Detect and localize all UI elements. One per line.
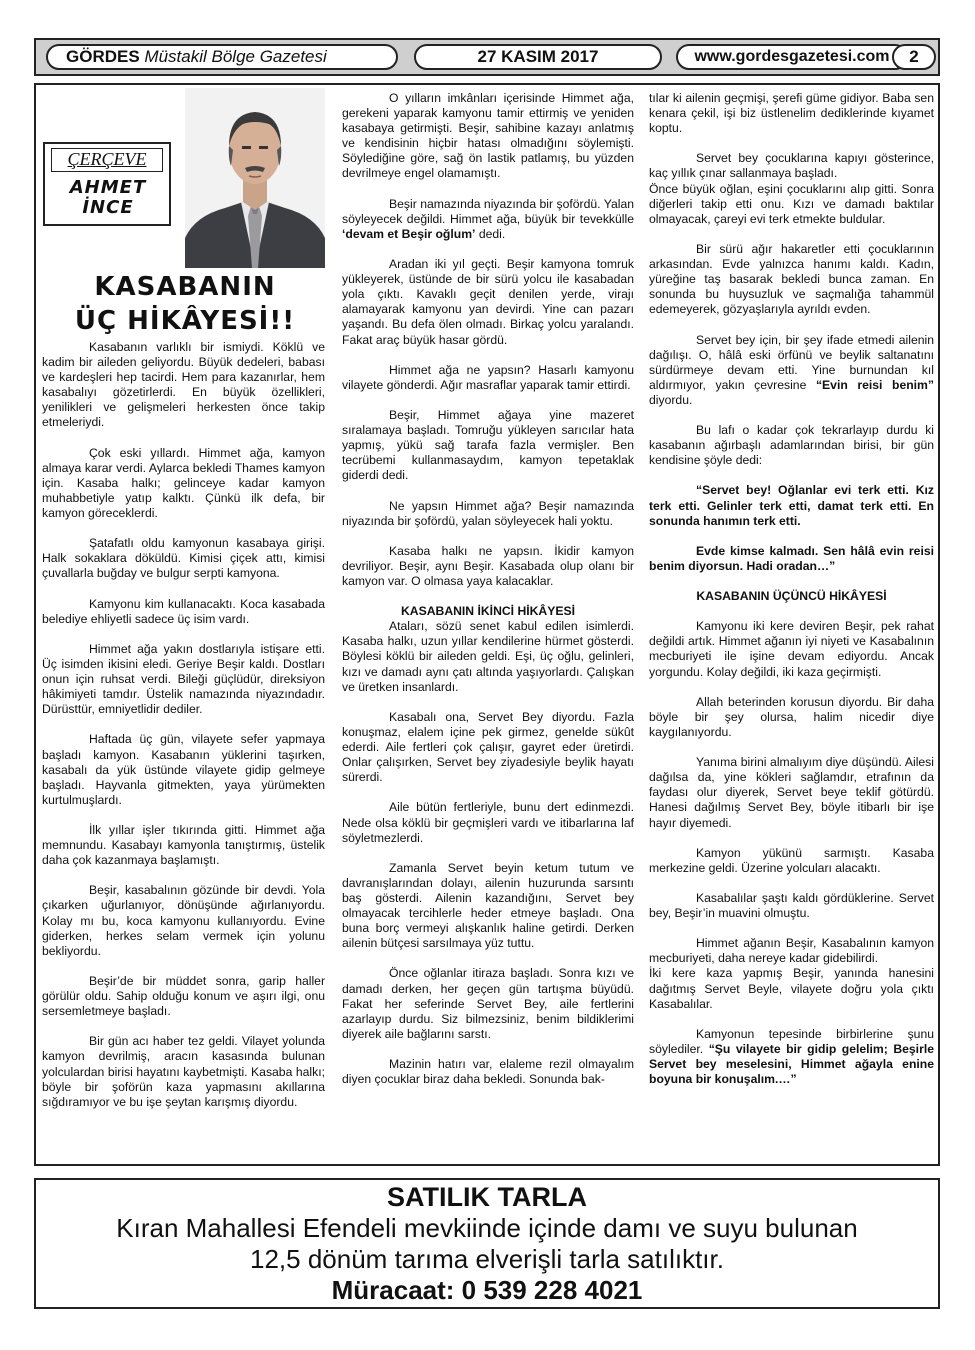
column-logo-box [43, 142, 171, 226]
headline-line-1: KASABANIN [94, 272, 276, 302]
paragraph: Önce oğlanlar itiraza başladı. Sonra kızı ve damadı derken, her geçen gün tartışma büyüdü. Fakat her seferinde Servet Bey, aile fertlerini azarlayıp durdu. Siz bilmezsiniz, benim bildiklerimi diyerek aile bağlarını sarstı. [342, 966, 634, 1041]
paragraph: Servet bey çocuklarına kapıyı gösterince, kaç yıllık çınar sallanmaya başladı. Önce büyük oğlan, eşini çocuklarını alıp gitti. Sonra diğerleri takip etti onu. Kızı ve damadı baktılar olmayacak, çareyi evi terk etmekte buldular. [649, 151, 934, 226]
paragraph: O yılların imkânları içerisinde Himmet ağa, gerekeni yaparak kamyonu tamir ettirmiş ve yeniden kasabaya getirmişti. Beşir, sahibine kazayı anlatmış ve kendisinin hiçbir hatası olmadığını söylemişti. Söylediğine göre, sağ ön lastik patlamış, bu yüzden devrilmeye engel olamamıştı. [342, 91, 634, 181]
article-headline [40, 270, 330, 338]
ad-line-2: 12,5 dönüm tarıma elverişli tarla satılıktır. [250, 1244, 724, 1274]
quote-bold: “Evin reisi benim” [815, 377, 934, 392]
paragraph: Beşir, kasabalının gözünde bir devdi. Yola çıkarken uğurlanıyor, dönüşünde ağırlanıyordu. Kolay mı bu, koca kamyonu kullanıyordu. Evine giderken, herkes selam vermek için yolunu bekliyordu. [42, 883, 325, 958]
paragraph: Himmet ağanın Beşir, Kasabalının kamyon mecburiyeti, daha nereye kadar gidebilirdi. İki kere kaza yapmış Beşir, yanında hanesini dağıtmış Servet Beyle, vilayete doğru yola çıktı Kasabalılar. [649, 936, 934, 1011]
paragraph: Bu lafı o kadar çok tekrarlayıp durdu ki kasabanın ağırbaşlı adamlarından birisi, bir gün kendisine şöyle dedi: [649, 423, 934, 468]
paragraph [649, 1027, 934, 1087]
paragraph: Haftada üç gün, vilayete sefer yapmaya başladı kamyon. Kasabanın yüklerini taşırken, kasabalı da yük üstünde vilayete gidip gelmeye başladı. Hayvanla gitmekten, yaya yürümekten kurtulmuşlardı. [42, 732, 325, 807]
paragraph: Beşir’de bir müddet sonra, garip haller görülür oldu. Sahip olduğu konum ve aşırı ilgi, onu sersemletmeye başladı. [42, 973, 325, 1019]
author-name [49, 178, 167, 218]
issue-date: 27 KASIM 2017 [414, 44, 662, 70]
quote-bold: “Şu vilayete bir gidip gelelim; Beşirle Servet bey meselesini, Himmet ağayla enine boyuna bir konuşalım.…” [649, 1041, 934, 1087]
paragraph: Kasabalılar şaştı kaldı gördüklerine. Servet bey, Beşir’in muavini olmuştu. [649, 890, 934, 921]
paragraph: Himmet ağa yakın dostlarıyla istişare etti. Üç isimden ikisini eledi. Geriye Beşir kaldı. Dostları onun için ruhsat verdi. Bileği güçlüdür, direksiyon hâkimiyeti tamdır. Üstelik namazında niyazındadır. Dürüsttür, emniyetlidir dediler. [42, 641, 325, 717]
paragraph: tılar ki ailenin geçmişi, şerefi güme gidiyor. Baba sen kenara çekil, işi biz üstlenelim dediklerinde kıyamet koptu. [649, 91, 934, 136]
paragraph: Allah beterinden korusun diyordu. Bir daha böyle bir şey olursa, halim nicedir diye kaygılanıyordu. [649, 694, 934, 739]
paragraph: Çok eski yıllardı. Himmet ağa, kamyon almaya karar verdi. Aylarca bekledi Thames kamyon için. Kasaba halkı; gelinceye kadar kamyon muhabbetiyle yatıp kalktı. Çünkü ilk defa, bir kamyon göreceklerdi. [42, 445, 325, 521]
paragraph: Kamyon yükünü sarmıştı. Kasaba merkezine geldi. Üzerine yolcuları alacaktı. [649, 845, 934, 875]
paragraph: Zamanla Servet beyin ketum tutum ve davranışlarından dolayı, ailenin huzurunda sarsıntı baş gösterdi. Ailenin kazandığını, Servet bey olmayacak tercihlerle heder etmeye başladı. Ona buna borç vermeyi alışkanlık haline getirdi. Derken ailenin bütçesi sarsılmaya yüz tuttu. [342, 860, 634, 951]
article-column-1 [42, 340, 325, 1110]
ad-line-1: Kıran Mahallesi Efendeli mevkiinde içinde damı ve suyu bulunan [116, 1213, 858, 1243]
paragraph: Ne yapsın Himmet ağa? Beşir namazında niyazında bir şofördü, yalan söyleyecek hali yoktu. [342, 498, 634, 528]
section-heading: KASABANIN İKİNCİ HİKÂYESİ [400, 604, 576, 619]
quote-bold: ‘devam et Beşir oğlum’ [342, 226, 476, 241]
paragraph: Kasaba halkı ne yapsın. İkidir kamyon devriliyor. Beşir, aynı Beşir. Kasabada olup olanı bir kamyon var. O olmasa yaya kalacaklar. [342, 543, 634, 588]
ad-contact: Müracaat: 0 539 228 4021 [331, 1275, 643, 1305]
paragraph: Kasabalı ona, Servet Bey diyordu. Fazla konuşmaz, elalem içine pek girmez, genelde sükût ederdi. Aile fertleri çok çalışır, gayret eder üretirdi. Onlar çalışırken, Servet bey ziyadesiyle beylik hayatı sürerdi. [342, 709, 634, 785]
paragraph-text: diyordu. [649, 392, 693, 407]
paragraph: Ataları, sözü senet kabul edilen isimlerdi. Kasaba halkı, uzun yıllar kendilerine hürmet gösterdi. Böylesi köklü bir aileden geldi. Eşi, üç oğlu, gelinleri, kızı ve damadı aynı çatı altında yaşıyorlardı. Çalışkan ve üretken insanlardı. [342, 619, 634, 694]
website-link[interactable]: www.gordesgazetesi.com [676, 44, 908, 70]
article-column-2 [342, 91, 634, 1087]
paragraph: Bir gün acı haber tez geldi. Vilayet yolunda kamyon devrilmiş, aracın kasasında bulunan yolculardan birisi hayatını kaybetmişti. Kasaba halkı; böyle bir şoförün kaza yapmasını akıllarına sığdıramıyor ve bu işe şeytan karışmış diyordu. [42, 1034, 325, 1109]
paragraph: Beşir, Himmet ağaya yine mazeret sıralamaya başladı. Tomruğu yükleyen sarıcılar hata yapmış, yükü sağ tarafa fazla vermişler. Ben tecrübemi kullanmasaydım, kamyon tepetaklak giderdi dedi. [342, 407, 634, 483]
classified-ad [34, 1178, 940, 1309]
ad-title: SATILIK TARLA [387, 1182, 587, 1212]
paragraph: İlk yıllar işler tıkırında gitti. Himmet ağa memnundu. Kasabayı kamyonla tanıştırmış, üstelik daha çok kazanmaya başlamıştı. [42, 823, 325, 868]
author-portrait-image [185, 88, 325, 268]
paragraph: Aradan iki yıl geçti. Beşir kamyona tomruk yükleyerek, üstünde de bir sürü yolcu ile kasabadan yola çıktı. Kavaklı geçit denilen yerde, virajı alamayarak kamyonu yan devirdi. Yine can pazarı yaşandı. Bu defa ölen olmadı. Birkaç yolcu yaralandı. Fakat araç büyük hasar gördü. [342, 257, 634, 347]
newspaper-name-italic: Müstakil Bölge Gazetesi [144, 47, 327, 66]
paragraph-text: Beşir namazında niyazında bir şofördü. Yalan söyleyecek değildi. Himmet ağa, büyük bir tevekkülle [342, 196, 634, 226]
paragraph: Mazinin hatırı var, elaleme rezil olmayalım diyen çocuklar biraz daha bekledi. Sonunda bak- [342, 1057, 634, 1087]
paragraph: Bir sürü ağır hakaretler etti çocuklarının arkasından. Evde yalnızca hanımı kaldı. Kadın, yüreğine taş basarak bekledi bunca zaman. En sonunda bu huysuzluk ve saçmalığa tahammül edemeyerek, gözyaşlarıyla ayrıldı evden. [649, 241, 934, 317]
paragraph-text: dedi. [475, 226, 506, 241]
article-column-3 [649, 91, 934, 1087]
paragraph: Aile bütün fertleriyle, bunu dert edinmezdi. Nede olsa köklü bir geçmişleri vardı ve itibarlarına laf söyletmezlerdi. [342, 800, 634, 845]
newspaper-name-bold: GÖRDES [66, 47, 140, 66]
paragraph-text: Servet bey için, bir şey ifade etmedi ailenin dağılışı. O, hâlâ eski örfünü ve beylik saltanatını sürdürmeye devam etti. Yine burnundan kıl aldırmıyor, yakın çevresine [649, 332, 934, 392]
paragraph: Şatafatlı oldu kamyonun kasabaya girişi. Halk sokaklara döküldü. Kimisi çiçek attı, kimisi çuvallarla buğday ve bulgur serpti kamyona. [42, 536, 325, 581]
column-title: ÇERÇEVE [51, 148, 163, 172]
paragraph: Kasabanın varlıklı bir ismiydi. Köklü ve kadim bir aileden geliyordu. Büyük dedeleri, babası ve kardeşleri hep tacirdi. Hem para kazanırlar, hem kasabalıyı gözetirlerdi. En büyük özellikleri, yenilikleri ve gelişmeleri herkesten önce takip etmeleriydi. [42, 340, 325, 430]
page-header [34, 38, 940, 76]
paragraph [649, 333, 934, 408]
author-last-name: İNCE [82, 197, 134, 218]
author-photo [185, 88, 325, 268]
page-number: 2 [892, 44, 936, 70]
headline-line-2: ÜÇ HİKÂYESİ!! [74, 306, 296, 336]
bold-quote: “Servet bey! Oğlanlar evi terk etti. Kız terk etti. Gelinler terk etti, damat terk etti. En sonunda hanımın terk etti. [649, 483, 934, 528]
paragraph [342, 197, 634, 242]
paragraph-text: Kamyonun tepesinde birbirlerine şunu söylediler. [649, 1026, 934, 1056]
author-first-name: AHMET [69, 177, 147, 198]
section-heading: KASABANIN ÜÇÜNCÜ HİKÂYESİ [696, 589, 887, 604]
paragraph: Kamyonu iki kere deviren Beşir, pek rahat değildi artık. Himmet ağanın iyi niyeti ve Kasabalının mecburiyeti ile işine devam ediyordu. Ancak yorgundu. Kolay değildi, iki kaza geçirmişti. [649, 619, 934, 679]
bold-quote: Evde kimse kalmadı. Sen hâlâ evin reisi benim diyorsun. Hadi oradan…” [649, 543, 934, 573]
paragraph: Yanıma birini almalıyım diye düşündü. Ailesi dağılsa da, yine kökleri sağlamdır, etrafının da faydası olur diyerek, Servet beye teklif götürdü. Hanesi dağılmış Servet Bey, böyle itibarlı bir işe hayır diyemedi. [649, 755, 934, 830]
newspaper-name [46, 44, 398, 70]
paragraph: Kamyonu kim kullanacaktı. Koca kasabada belediye ehliyetli sadece üç isim vardı. [42, 596, 325, 626]
paragraph: Himmet ağa ne yapsın? Hasarlı kamyonu vilayete gönderdi. Ağır masraflar yaparak tamir ettirdi. [342, 362, 634, 392]
